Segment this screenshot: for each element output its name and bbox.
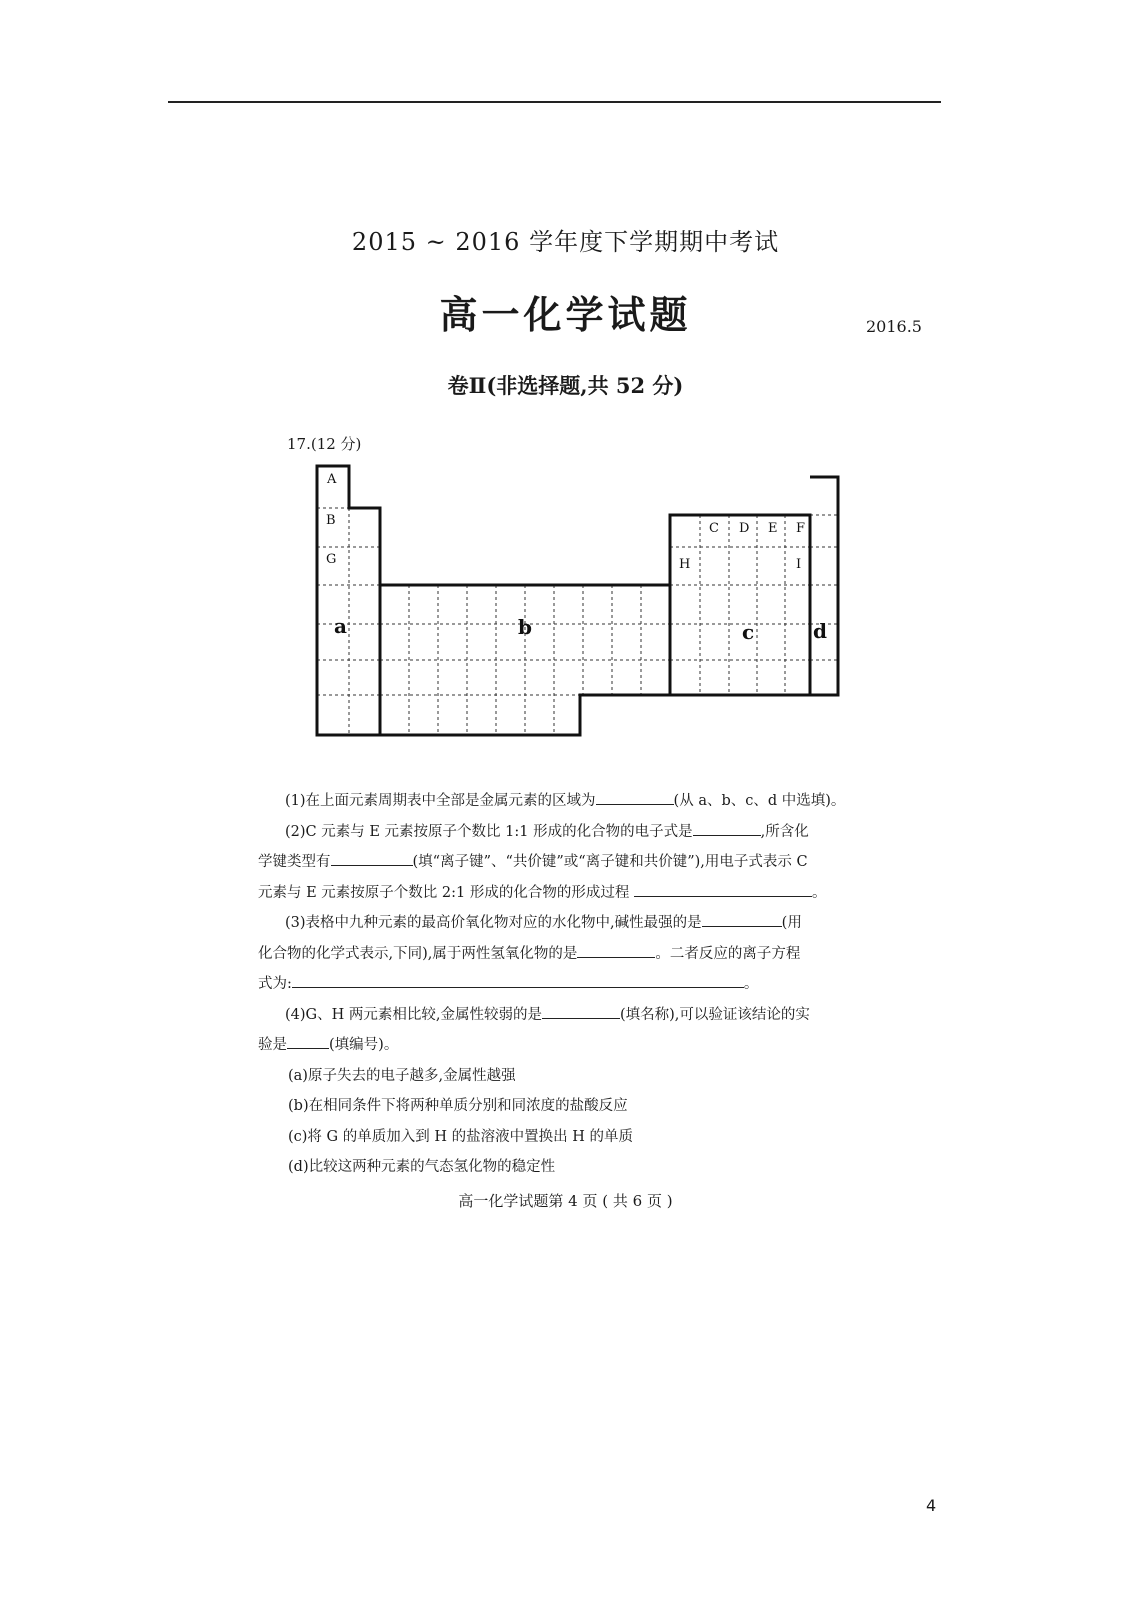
page-footer: 高一化学试题第 4 页 ( 共 6 页 ) <box>458 1192 673 1210</box>
q4-weaker-metal-blank[interactable] <box>542 1002 620 1019</box>
q1-text: (1)在上面元素周期表中全部是金属元素的区域为 <box>285 793 596 809</box>
region-a-label: a <box>334 614 347 638</box>
table-outline-noble <box>810 477 838 695</box>
element-e-label: E <box>768 521 778 536</box>
option-d: (d)比较这两种元素的气态氢化物的稳定性 <box>288 1159 556 1175</box>
q3-period: 。 <box>743 976 759 992</box>
q2-period: 。 <box>811 884 827 901</box>
q1-answer-blank[interactable] <box>596 788 674 805</box>
q3-ionic-equation-blank[interactable] <box>292 971 744 988</box>
region-c-label: c <box>742 620 755 644</box>
exam-heading: 2015 ~ 2016 学年度下学期期中考试 <box>351 228 780 256</box>
table-outline-right <box>670 515 810 695</box>
q2-bond-type-blank[interactable] <box>331 849 413 866</box>
q2-bond-hint: (填“离子键”、“共价键”或“离子键和共价键”),用电子式表示 C <box>412 854 808 870</box>
q3-amphoteric-blank[interactable] <box>577 941 655 958</box>
element-g-label: G <box>326 552 337 567</box>
option-c: (c)将 G 的单质加入到 H 的盐溶液中置换出 H 的单质 <box>288 1128 633 1145</box>
q1-hint: (从 a、b、c、d 中选填)。 <box>673 793 846 809</box>
q2-bond-text: 学键类型有 <box>258 854 331 870</box>
region-b-label: b <box>518 615 532 639</box>
element-b-label: B <box>326 513 336 528</box>
q2-electron-formula-blank[interactable] <box>693 819 761 836</box>
question-body <box>258 786 908 1183</box>
q3-text: (3)表格中九种元素的最高价氧化物对应的水化物中,碱性最强的是 <box>285 915 702 931</box>
q4-experiment-hint: (填编号)。 <box>329 1037 399 1053</box>
region-d-label: d <box>813 619 827 643</box>
q2-process-text: 元素与 E 元素按原子个数比 2:1 形成的化合物的形成过程 <box>258 884 630 901</box>
q3-hint: (用 <box>781 915 802 931</box>
section-heading: 卷Ⅱ(非选择题,共 52 分) <box>447 373 684 398</box>
element-a-label: A <box>327 472 337 487</box>
element-i-label: I <box>796 557 802 572</box>
element-d-label: D <box>739 521 750 536</box>
exam-date: 2016.5 <box>866 317 922 336</box>
element-h-label: H <box>679 557 691 572</box>
q4-experiment-text: 验是 <box>258 1037 287 1053</box>
q4-text: (4)G、H 两元素相比较,金属性较弱的是 <box>285 1006 542 1023</box>
q3-amphoteric-text: 化合物的化学式表示,下同),属于两性氢氧化物的是 <box>258 945 578 962</box>
q2-text: (2)C 元素与 E 元素按原子个数比 1:1 形成的化合物的电子式是 <box>285 823 693 840</box>
q2-formation-process-blank[interactable] <box>634 880 812 897</box>
option-a: (a)原子失去的电子越多,金属性越强 <box>288 1067 516 1084</box>
q3-equation-label: 式为: <box>258 976 292 992</box>
option-b: (b)在相同条件下将两种单质分别和同浓度的盐酸反应 <box>288 1098 628 1114</box>
paper-title: 高一化学试题 <box>439 292 692 337</box>
q3-strongest-base-blank[interactable] <box>702 910 782 927</box>
element-c-label: C <box>709 521 719 536</box>
question-number: 17.(12 分) <box>287 435 362 453</box>
q4-hint: (填名称),可以验证该结论的实 <box>619 1006 810 1023</box>
q4-experiment-blank[interactable] <box>287 1032 329 1049</box>
q2-text-cont: ,所含化 <box>760 823 809 840</box>
page-number: 4 <box>926 1496 937 1515</box>
element-f-label: F <box>796 521 806 536</box>
q3-ionic-text: 。二者反应的离子方程 <box>655 945 801 962</box>
